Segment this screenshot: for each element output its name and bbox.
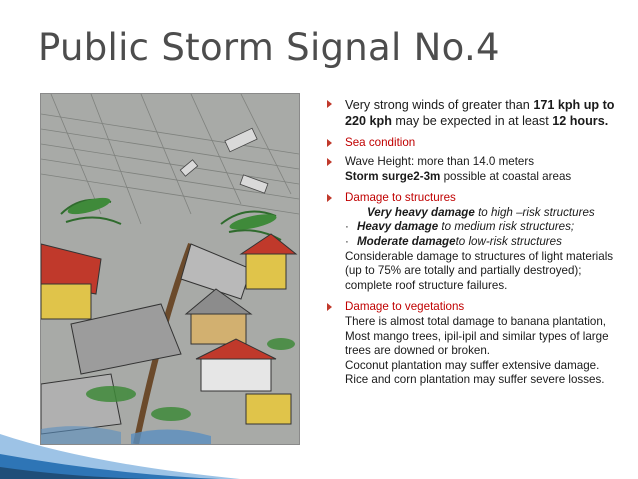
bullet-arrow-icon bbox=[327, 194, 332, 202]
list-item-sea-condition bbox=[327, 136, 627, 151]
list-item-structures: Damage to structures Very heavy damage to high –risk structures · Heavy damage to medium risk structures; · Moderate damageto low-risk structures Considerable damage to structures of light materials (up to 75% are totally and partially destroyed); complete roof structure failures. bbox=[327, 191, 627, 293]
corner-sweep-decoration bbox=[0, 419, 240, 479]
bullet-arrow-icon bbox=[327, 100, 332, 108]
slide-title: Public Storm Signal No.4 bbox=[38, 26, 500, 69]
structures-heading: Damage to structures bbox=[345, 191, 456, 205]
bullet-arrow-icon bbox=[327, 139, 332, 147]
vegetations-heading: Damage to vegetations bbox=[345, 300, 465, 314]
bullet-arrow-icon bbox=[327, 158, 332, 166]
storm-damage-illustration bbox=[40, 93, 300, 445]
bullet-arrow-icon bbox=[327, 303, 332, 311]
list-item-vegetations: Damage to vegetations There is almost total damage to banana plantation, Most mango trees, ipil-ipil and similar types of large trees are downed or broken. Coconut plantation may suffer extensive damage. Rice and corn plantation may suffer severe losses. bbox=[327, 300, 627, 388]
storm-damage-drawing-icon bbox=[41, 94, 299, 444]
sea-condition-heading: Sea condition bbox=[345, 136, 416, 150]
list-item-wave-height: Wave Height: more than 14.0 meters Storm surge2-3m possible at coastal areas bbox=[327, 155, 627, 184]
list-item-wind: Very strong winds of greater than 171 kph up to 220 kph may be expected in at least 12 hours. bbox=[327, 97, 627, 129]
bullet-list bbox=[327, 97, 627, 395]
